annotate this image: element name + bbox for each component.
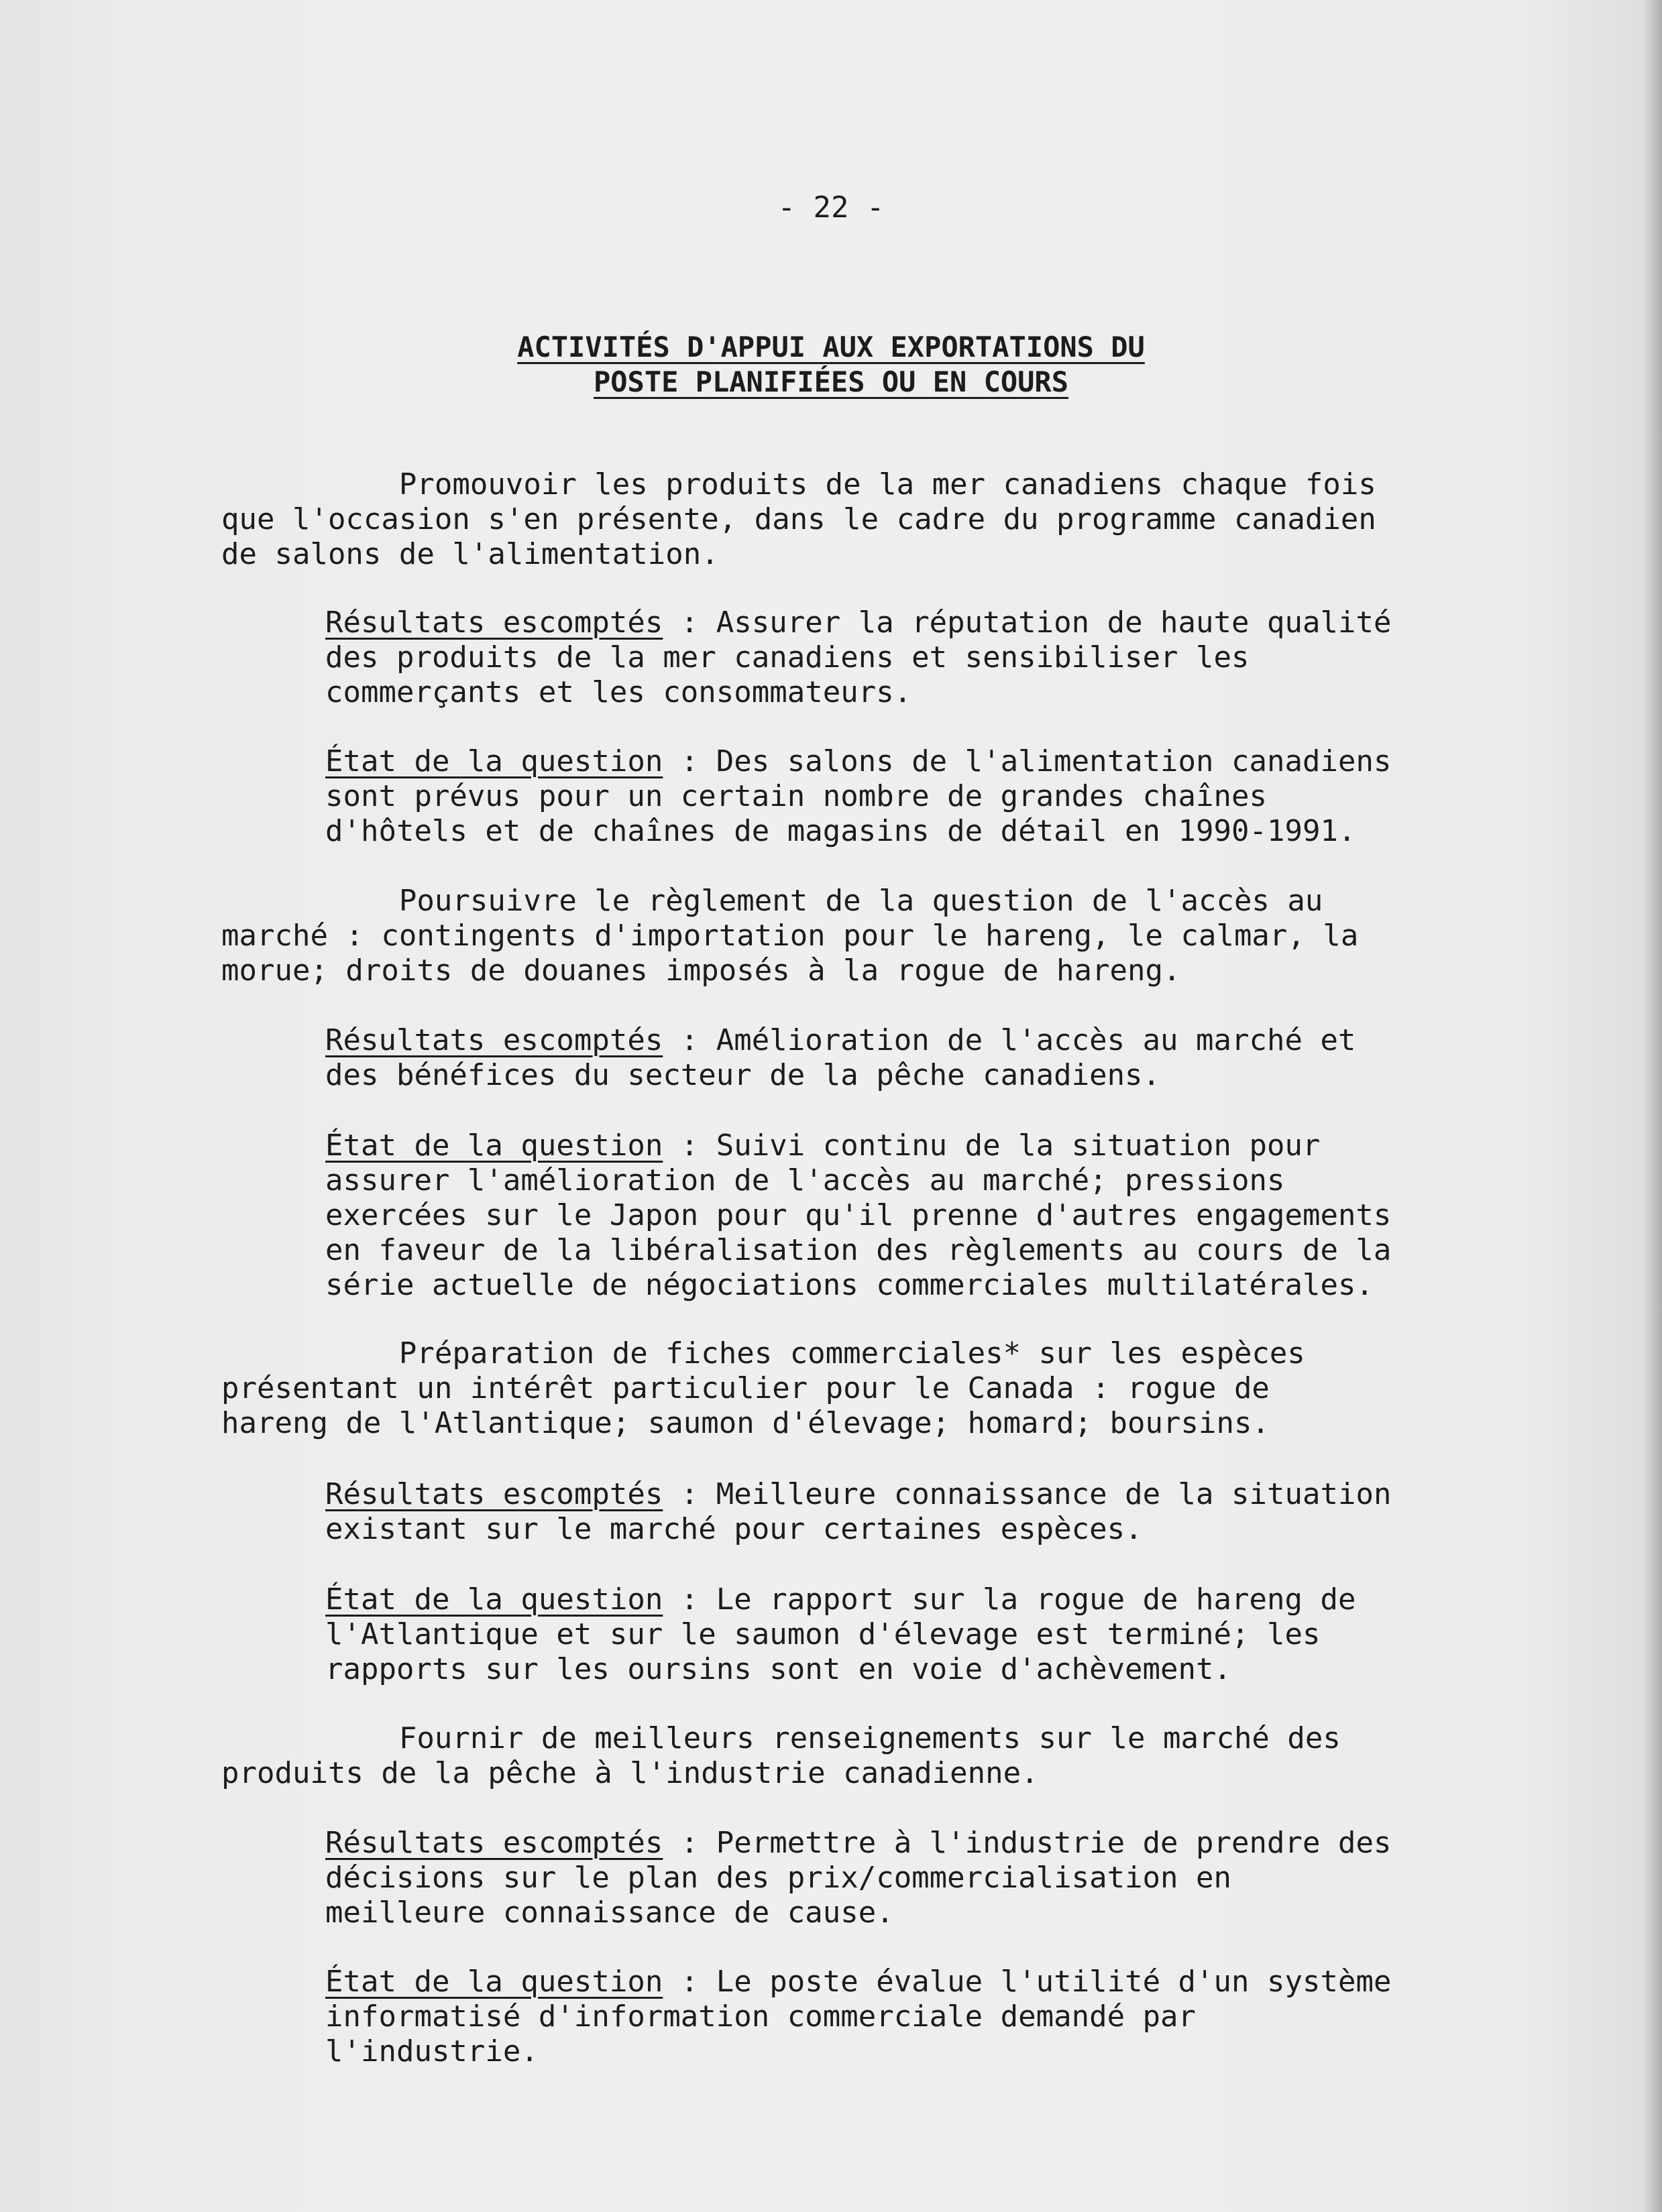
page-number: - 22 - xyxy=(777,190,885,225)
results-paragraph-4 xyxy=(325,1826,1600,1930)
results-paragraph-2 xyxy=(325,1023,1600,1093)
results-text: : Assurer la réputation de haute qualité des produits de la mer canadiens et sensibiliser les commerçants et les consommateurs. xyxy=(325,605,1392,709)
results-text: : Permettre à l'industrie de prendre des décisions sur le plan des prix/commercialisation en meilleure connaissance de cause. xyxy=(325,1826,1392,1930)
objective-paragraph-3: Préparation de fiches commerciales* sur les espèces présentant un intérêt particulier pour le Canada : rogue de hareng de l'Atlantique; saumon d'élevage; homard; boursins. xyxy=(221,1336,1305,1440)
results-label: Résultats escomptés xyxy=(325,1477,663,1511)
title-line-1: ACTIVITÉS D'APPUI AUX EXPORTATIONS DU xyxy=(517,331,1145,363)
objective-paragraph-4: Fournir de meilleurs renseignements sur le marché des produits de la pêche à l'industrie canadienne. xyxy=(221,1721,1341,1790)
status-label: État de la question xyxy=(325,744,663,778)
status-label: État de la question xyxy=(325,1965,663,1999)
results-text: : Amélioration de l'accès au marché et des bénéfices du secteur de la pêche canadiens. xyxy=(325,1023,1356,1092)
status-label: État de la question xyxy=(325,1128,663,1163)
status-paragraph-2 xyxy=(325,1128,1600,1303)
status-paragraph-4 xyxy=(325,1965,1600,2069)
status-text: : Suivi continu de la situation pour assurer l'amélioration de l'accès au marché; pressions exercées sur le Japon pour qu'il prenne d'autres engagements en faveur de la libéralisation des règlements au cours de la série actuelle de négociations commerciales multilatérales. xyxy=(325,1128,1392,1302)
status-label: État de la question xyxy=(325,1582,663,1617)
results-paragraph-3 xyxy=(325,1477,1600,1547)
results-label: Résultats escomptés xyxy=(325,1826,663,1860)
status-paragraph-3 xyxy=(325,1582,1600,1687)
results-paragraph-1 xyxy=(325,605,1600,710)
status-paragraph-1 xyxy=(325,744,1600,849)
objective-paragraph-2: Poursuivre le règlement de la question de l'accès au marché : contingents d'importation pour le hareng, le calmar, la morue; droits de douanes imposés à la rogue de hareng. xyxy=(221,884,1359,988)
status-text: : Des salons de l'alimentation canadiens sont prévus pour un certain nombre de grandes chaînes d'hôtels et de chaînes de magasins de détail en 1990-1991. xyxy=(325,744,1392,848)
title-line-2: POSTE PLANIFIÉES OU EN COURS xyxy=(593,365,1068,398)
status-text: : Le rapport sur la rogue de hareng de l'Atlantique et sur le saumon d'élevage est terminé; les rapports sur les oursins sont en voie d'achèvement. xyxy=(325,1582,1356,1686)
results-text: : Meilleure connaissance de la situation existant sur le marché pour certaines espèces. xyxy=(325,1477,1392,1546)
objective-paragraph-1: Promouvoir les produits de la mer canadiens chaque fois que l'occasion s'en présente, dans le cadre du programme canadien de salons de l'alimentation. xyxy=(221,467,1376,571)
results-label: Résultats escomptés xyxy=(325,605,663,640)
status-text: : Le poste évalue l'utilité d'un système informatisé d'information commerciale demandé par l'industrie. xyxy=(325,1965,1392,2069)
document-title xyxy=(0,330,1662,400)
results-label: Résultats escomptés xyxy=(325,1023,663,1057)
